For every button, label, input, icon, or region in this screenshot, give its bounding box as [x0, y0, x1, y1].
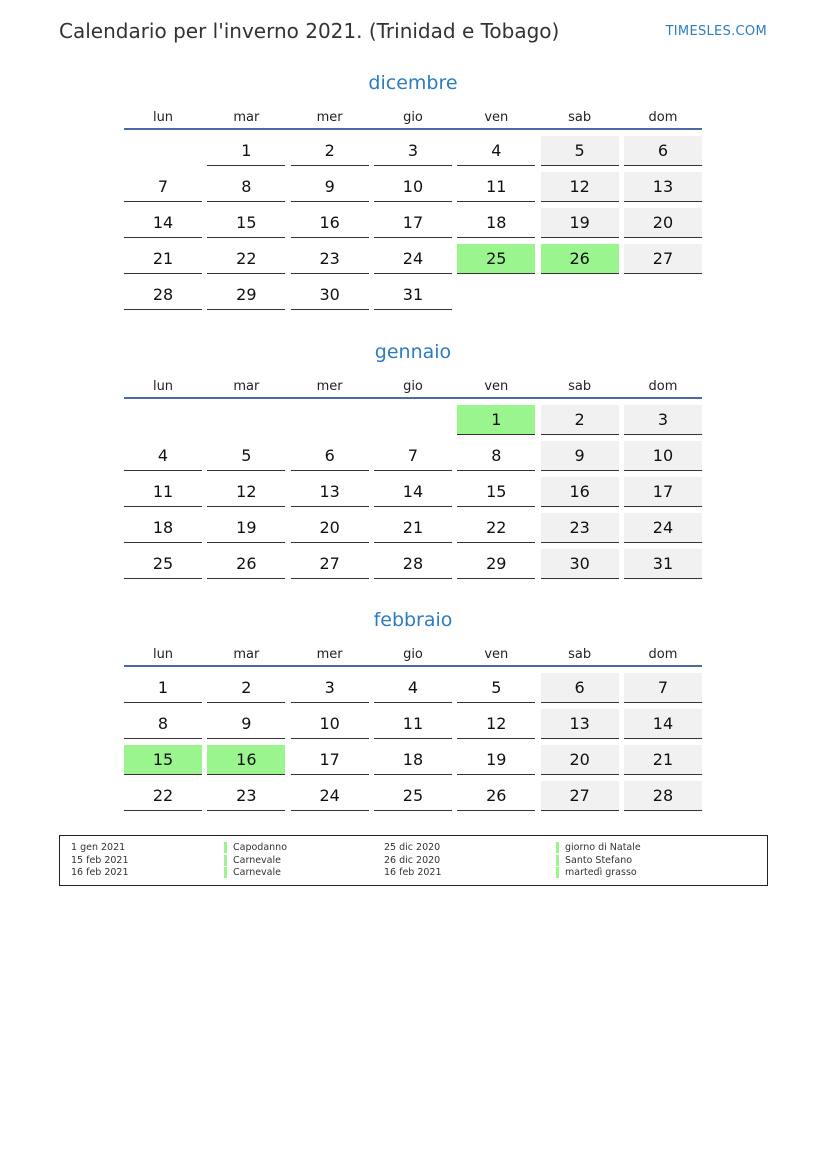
month-title: dicembre — [368, 72, 458, 94]
day-cell: 23 — [207, 781, 285, 811]
day-cell: 22 — [207, 244, 285, 274]
weekday-label: mer — [316, 379, 343, 394]
legend-holiday-name: Carnevale — [233, 854, 281, 866]
day-cell: 20 — [624, 208, 702, 238]
weekday-label: dom — [648, 379, 678, 394]
day-cell: 25 — [457, 244, 535, 274]
week-row — [124, 477, 702, 507]
week-row — [124, 745, 702, 775]
week-row — [124, 781, 702, 811]
legend-entry — [60, 855, 767, 867]
day-cell: 26 — [541, 244, 619, 274]
week-row — [124, 244, 702, 274]
weekday-label: ven — [484, 647, 509, 662]
empty-day-cell — [374, 405, 452, 435]
weekday-label: mer — [316, 110, 343, 125]
day-cell: 3 — [374, 136, 452, 166]
day-cell: 31 — [624, 549, 702, 579]
day-cell: 10 — [624, 441, 702, 471]
empty-day-cell — [207, 405, 285, 435]
holiday-color-marker — [556, 867, 559, 878]
day-cell: 5 — [541, 136, 619, 166]
day-cell: 24 — [374, 244, 452, 274]
day-cell: 18 — [457, 208, 535, 238]
day-cell: 24 — [624, 513, 702, 543]
month-title: gennaio — [374, 341, 452, 363]
month-dicembre — [124, 68, 702, 310]
day-cell: 9 — [541, 441, 619, 471]
day-cell: 27 — [624, 244, 702, 274]
day-cell: 25 — [374, 781, 452, 811]
day-cell: 28 — [124, 280, 202, 310]
day-cell: 10 — [291, 709, 369, 739]
day-cell: 12 — [457, 709, 535, 739]
week-row — [124, 441, 702, 471]
holiday-color-marker — [556, 842, 559, 853]
day-cell: 31 — [374, 280, 452, 310]
empty-day-cell — [124, 405, 202, 435]
page-title: Calendario per l'inverno 2021. (Trinidad e Tobago) — [59, 19, 560, 43]
week-row — [124, 513, 702, 543]
day-cell: 9 — [207, 709, 285, 739]
day-cell: 30 — [541, 549, 619, 579]
day-cell: 24 — [291, 781, 369, 811]
day-cell: 1 — [457, 405, 535, 435]
weekday-label: mar — [233, 379, 260, 394]
legend-holiday-name: Santo Stefano — [565, 854, 633, 866]
weekday-header-row — [124, 100, 702, 130]
weekday-label: sab — [568, 379, 592, 394]
day-cell: 3 — [291, 673, 369, 703]
day-cell: 14 — [624, 709, 702, 739]
day-cell: 23 — [541, 513, 619, 543]
month-gennaio — [124, 337, 702, 579]
day-cell: 20 — [541, 745, 619, 775]
legend-holiday-name: Carnevale — [233, 867, 281, 878]
weekday-label: dom — [648, 647, 678, 662]
holiday-color-marker — [556, 855, 559, 866]
week-row — [124, 136, 702, 166]
day-cell: 15 — [207, 208, 285, 238]
day-cell: 4 — [124, 441, 202, 471]
weekday-label: lun — [152, 647, 174, 662]
day-cell: 26 — [207, 549, 285, 579]
legend-holiday-name: giorno di Natale — [565, 842, 641, 853]
weekday-label: gio — [403, 110, 423, 125]
weekday-header-row — [124, 369, 702, 399]
day-cell: 8 — [124, 709, 202, 739]
week-row — [124, 549, 702, 579]
weekday-label: sab — [568, 110, 592, 125]
day-cell: 19 — [207, 513, 285, 543]
day-cell: 27 — [541, 781, 619, 811]
day-cell: 25 — [124, 549, 202, 579]
legend-holiday-name: martedì grasso — [565, 867, 637, 878]
day-cell: 6 — [624, 136, 702, 166]
day-cell: 22 — [457, 513, 535, 543]
day-cell: 5 — [207, 441, 285, 471]
week-row — [124, 405, 702, 435]
empty-day-cell — [457, 280, 535, 310]
day-cell: 12 — [541, 172, 619, 202]
day-cell: 22 — [124, 781, 202, 811]
day-cell: 17 — [624, 477, 702, 507]
legend-entry — [60, 867, 767, 879]
weekday-label: mar — [233, 110, 260, 125]
weekday-label: ven — [484, 379, 509, 394]
weekday-label: gio — [403, 647, 423, 662]
weekday-label: sab — [568, 647, 592, 662]
week-row — [124, 709, 702, 739]
legend-date: 16 feb 2021 — [71, 867, 129, 878]
day-cell: 4 — [374, 673, 452, 703]
weekday-label: gio — [403, 379, 423, 394]
day-cell: 26 — [457, 781, 535, 811]
day-cell: 1 — [207, 136, 285, 166]
day-cell: 10 — [374, 172, 452, 202]
day-cell: 30 — [291, 280, 369, 310]
day-cell: 16 — [541, 477, 619, 507]
day-cell: 19 — [457, 745, 535, 775]
day-cell: 13 — [541, 709, 619, 739]
day-cell: 2 — [291, 136, 369, 166]
empty-day-cell — [624, 280, 702, 310]
day-cell: 5 — [457, 673, 535, 703]
day-cell: 7 — [624, 673, 702, 703]
day-cell: 4 — [457, 136, 535, 166]
month-febbraio — [124, 605, 702, 811]
legend-holiday-name: Capodanno — [233, 842, 288, 853]
day-cell: 7 — [124, 172, 202, 202]
legend-date: 16 feb 2021 — [384, 867, 442, 878]
month-title: febbraio — [373, 609, 453, 631]
legend-date: 26 dic 2020 — [384, 854, 441, 866]
empty-day-cell — [124, 136, 202, 166]
legend-entry — [60, 842, 767, 854]
day-cell: 29 — [457, 549, 535, 579]
week-row — [124, 673, 702, 703]
day-cell: 3 — [624, 405, 702, 435]
day-cell: 17 — [374, 208, 452, 238]
day-cell: 1 — [124, 673, 202, 703]
day-cell: 28 — [374, 549, 452, 579]
day-cell: 8 — [457, 441, 535, 471]
day-cell: 17 — [291, 745, 369, 775]
day-cell: 2 — [207, 673, 285, 703]
day-cell: 21 — [374, 513, 452, 543]
week-row — [124, 280, 702, 310]
weekday-label: lun — [152, 110, 174, 125]
weekday-label: mer — [316, 647, 343, 662]
day-cell: 13 — [291, 477, 369, 507]
legend-date: 1 gen 2021 — [71, 842, 126, 853]
day-cell: 2 — [541, 405, 619, 435]
day-cell: 23 — [291, 244, 369, 274]
day-cell: 21 — [124, 244, 202, 274]
weekday-label: mar — [233, 647, 260, 662]
day-cell: 7 — [374, 441, 452, 471]
day-cell: 20 — [291, 513, 369, 543]
day-cell: 14 — [374, 477, 452, 507]
day-cell: 6 — [291, 441, 369, 471]
week-row — [124, 172, 702, 202]
day-cell: 19 — [541, 208, 619, 238]
weekday-header-row — [124, 637, 702, 667]
day-cell: 16 — [291, 208, 369, 238]
day-cell: 29 — [207, 280, 285, 310]
day-cell: 16 — [207, 745, 285, 775]
legend-date: 15 feb 2021 — [71, 854, 129, 866]
day-cell: 15 — [457, 477, 535, 507]
day-cell: 11 — [124, 477, 202, 507]
day-cell: 13 — [624, 172, 702, 202]
day-cell: 27 — [291, 549, 369, 579]
day-cell: 15 — [124, 745, 202, 775]
day-cell: 11 — [457, 172, 535, 202]
site-link[interactable]: TIMESLES.COM — [665, 24, 767, 39]
legend-date: 25 dic 2020 — [384, 842, 441, 853]
empty-day-cell — [541, 280, 619, 310]
day-cell: 18 — [374, 745, 452, 775]
week-row — [124, 208, 702, 238]
day-cell: 18 — [124, 513, 202, 543]
holiday-legend — [59, 835, 768, 886]
day-cell: 21 — [624, 745, 702, 775]
day-cell: 6 — [541, 673, 619, 703]
day-cell: 11 — [374, 709, 452, 739]
day-cell: 28 — [624, 781, 702, 811]
weekday-label: lun — [152, 379, 174, 394]
day-cell: 9 — [291, 172, 369, 202]
empty-day-cell — [291, 405, 369, 435]
day-cell: 12 — [207, 477, 285, 507]
weekday-label: dom — [648, 110, 678, 125]
weekday-label: ven — [484, 110, 509, 125]
day-cell: 8 — [207, 172, 285, 202]
day-cell: 14 — [124, 208, 202, 238]
